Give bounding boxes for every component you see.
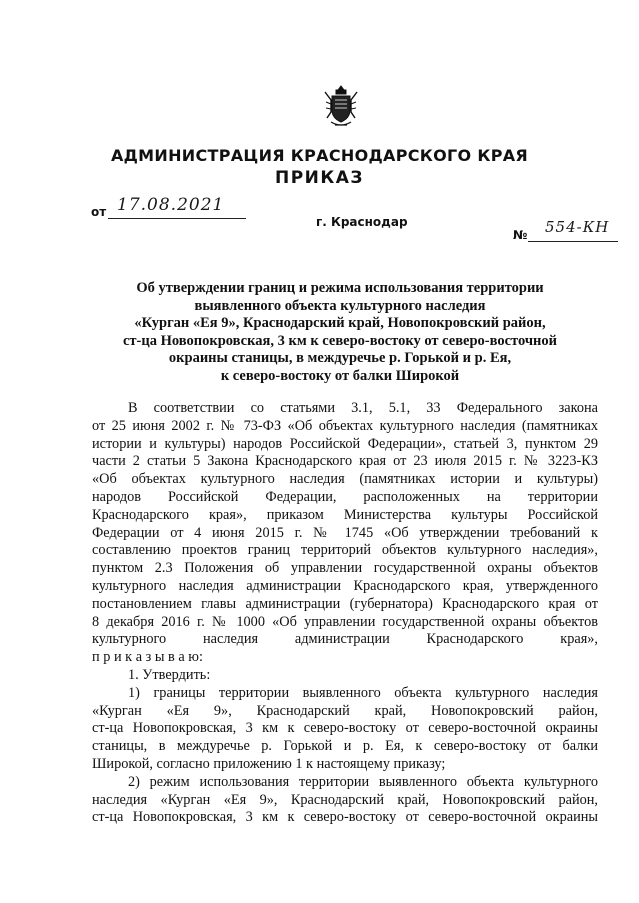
body-line: составлению проектов границ территорий объектов культурного наследия», (92, 542, 598, 559)
body-line: культурного наследия администрации Краснодарского края, утвержденного (92, 577, 598, 594)
body-line: 8 декабря 2016 г. № 1000 «Об управлении государственной охраны объектов (92, 613, 598, 630)
title-line: Об утверждении границ и режима использования территории (136, 280, 544, 296)
body-line: части 2 статьи 5 Закона Краснодарского края от 23 июля 2015 г. № 3223-КЗ (92, 453, 598, 470)
body-line: Федерации от 4 июня 2015 г. № 1745 «Об утверждении требований к (92, 524, 598, 541)
body-line: Широкой, согласно приложению 1 к настоящему приказу; (92, 755, 446, 772)
body-line: ст-ца Новопокровская, 3 км к северо-востоку от северо-восточной окраины (92, 720, 598, 737)
title-line: ст-ца Новопокровская, 3 км к северо-востоку от северо-восточной (122, 332, 558, 349)
number-underline (528, 241, 618, 242)
date-label: от (91, 205, 107, 219)
body-line: пунктом 2.3 Положения об управлении государственной охраны объектов (92, 560, 598, 577)
handwritten-number: 554-КН (545, 218, 610, 236)
body-line: ст-ца Новопокровская, 3 км к северо-востоку от северо-восточной окраины (92, 809, 598, 826)
body-line: «Об объектах культурного наследия (памятниках истории и культуры) (92, 471, 598, 488)
body-line: «Курган «Ея 9», Краснодарский край, Новопокровский район, (92, 702, 598, 719)
body-line: В соответствии со статьями 3.1, 5.1, 33 Федерального закона (128, 400, 598, 416)
document-body (92, 400, 598, 827)
body-line: п р и к а з ы в а ю: (92, 649, 203, 666)
body-line: культурного наследия администрации Краснодарского края», (92, 631, 598, 648)
document-title (110, 280, 570, 385)
document-type: ПРИКАЗ (274, 168, 365, 188)
title-line: выявленного объекта культурного наследия (194, 297, 486, 314)
body-line: 2) режим использования территории выявленного объекта культурного (128, 773, 598, 790)
organization-name: АДМИНИСТРАЦИЯ КРАСНОДАРСКОГО КРАЯ (110, 146, 529, 165)
body-line: народов Российской Федерации, расположенных на территории (92, 488, 598, 505)
body-line: наследия «Курган «Ея 9», Краснодарский край, Новопокровский район, (92, 791, 598, 808)
city-name: г. Краснодар (316, 215, 408, 229)
body-line: истории и культуры) народов Российской Федерации», статьей 3, пунктом 29 (92, 435, 598, 452)
body-line: от 25 июня 2002 г. № 73-ФЗ «Об объектах культурного наследия (памятниках (92, 417, 598, 434)
body-line: 1) границы территории выявленного объекта культурного наследия (128, 684, 598, 701)
number-label: № (513, 228, 528, 242)
title-line: к северо-востоку от балки Широкой (220, 367, 460, 384)
body-line: постановлением главы администрации (губернатора) Краснодарского края от (92, 595, 598, 612)
coat-of-arms-icon (323, 84, 359, 128)
body-line: станицы, в междуречье р. Горькой и р. Ея, к северо-востоку от балки (92, 738, 598, 755)
body-line: Краснодарского края», приказом Министерства культуры Российской (92, 506, 598, 523)
body-line: 1. Утвердить: (128, 666, 211, 683)
handwritten-date: 17.08.2021 (117, 195, 225, 215)
date-underline (108, 218, 246, 219)
title-line: «Курган «Ея 9», Краснодарский край, Новопокровский район, (134, 315, 546, 331)
title-line: окраины станицы, в междуречье р. Горькой и р. Ея, (168, 350, 512, 366)
